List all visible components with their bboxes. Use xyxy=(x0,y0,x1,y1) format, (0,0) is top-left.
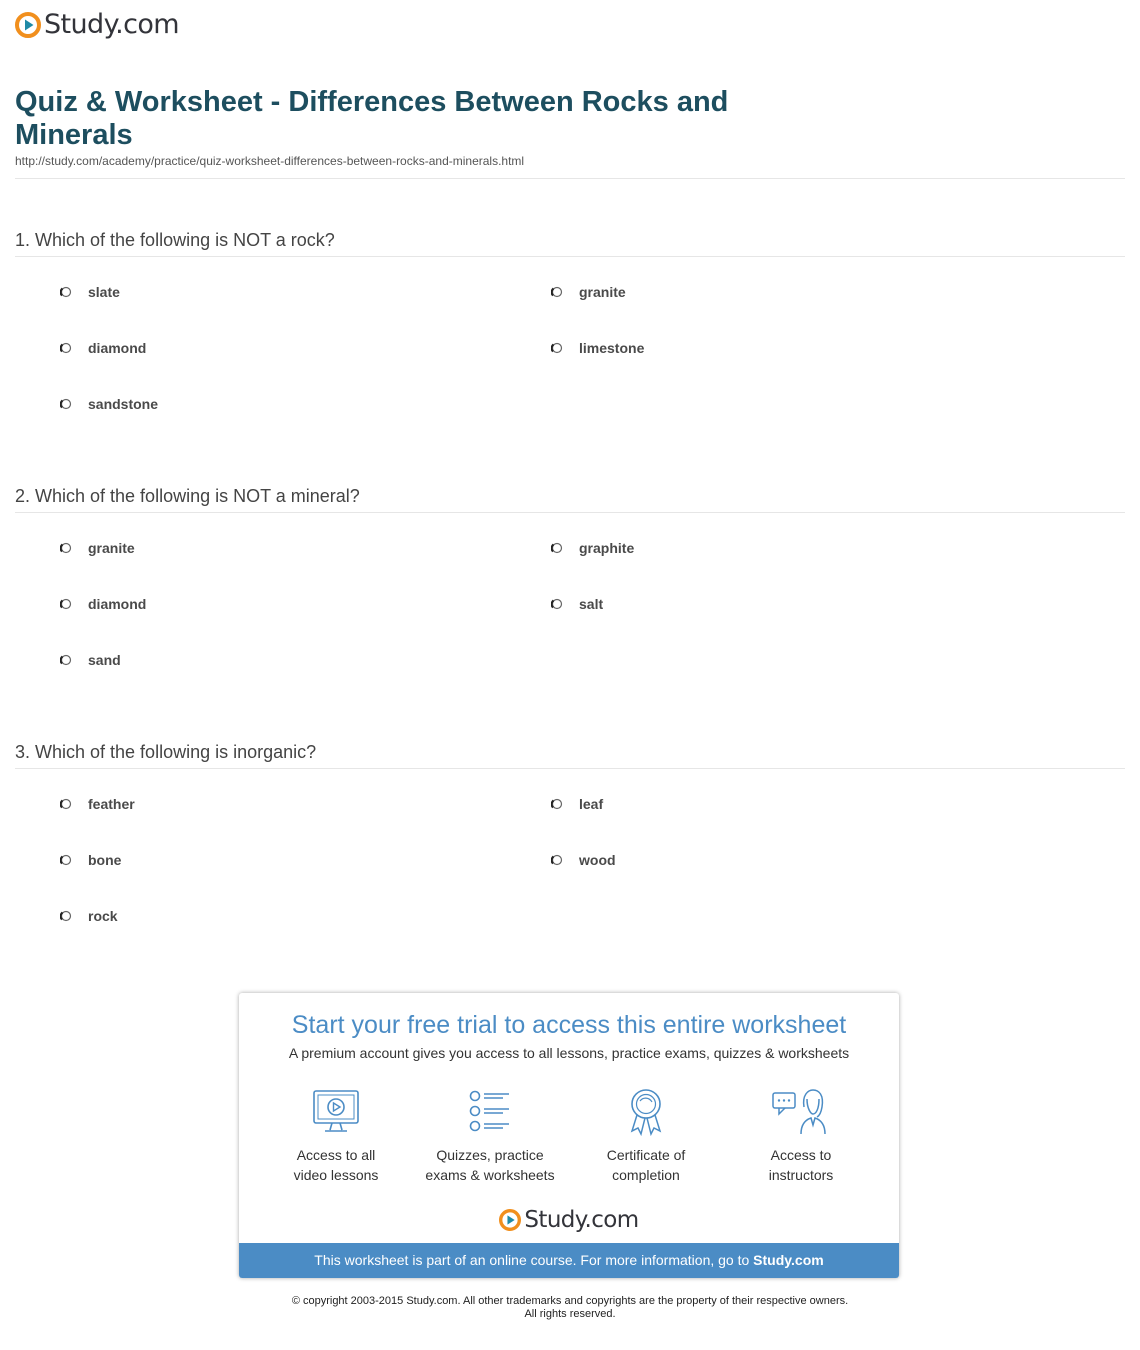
radio-icon xyxy=(551,798,563,810)
choice-2-a[interactable] xyxy=(60,539,135,557)
feature-label: Quizzes, practice exams & worksheets xyxy=(425,1147,555,1183)
question-2-divider xyxy=(15,512,1125,513)
instructor-chat-icon xyxy=(771,1087,831,1137)
banner-link[interactable]: Study.com xyxy=(753,1252,824,1268)
promo-subtitle: A premium account gives you access to all lessons, practice exams, quizzes & worksheets xyxy=(288,1045,850,1061)
feature-video-lessons xyxy=(256,1087,416,1185)
checklist-icon xyxy=(465,1087,515,1137)
choice-3-b[interactable] xyxy=(551,795,603,813)
choice-1-a[interactable] xyxy=(60,283,120,301)
choice-label: leaf xyxy=(579,796,604,812)
radio-icon xyxy=(60,854,72,866)
radio-icon xyxy=(60,286,72,298)
choice-label: granite xyxy=(579,284,626,300)
banner-text: This worksheet is part of an online course. For more information, go to xyxy=(314,1252,754,1268)
choice-3-a[interactable] xyxy=(60,795,135,813)
choice-label: sandstone xyxy=(88,396,159,412)
award-ribbon-icon xyxy=(621,1087,671,1137)
radio-icon xyxy=(551,342,563,354)
feature-certificate xyxy=(566,1087,726,1185)
choice-1-b[interactable] xyxy=(551,283,626,301)
feature-label: Access to instructors xyxy=(768,1147,834,1183)
choice-label: feather xyxy=(88,796,135,812)
radio-icon xyxy=(551,286,563,298)
play-logo-icon xyxy=(15,12,41,38)
question-3-divider xyxy=(15,768,1125,769)
radio-icon xyxy=(60,398,72,410)
choice-label: wood xyxy=(579,852,616,868)
logo-text: Study.com xyxy=(524,1207,639,1233)
question-3: 3. Which of the following is inorganic? xyxy=(15,742,317,762)
copyright: © copyright 2003-2015 Study.com. All other trademarks and copyrights are the property of their respective owners. All rights reserved. xyxy=(291,1295,849,1320)
feature-instructors xyxy=(721,1087,881,1185)
feature-quizzes xyxy=(410,1087,570,1185)
choice-1-d[interactable] xyxy=(551,339,644,357)
choice-label: graphite xyxy=(579,540,635,556)
choice-label: slate xyxy=(88,284,120,300)
choice-label: granite xyxy=(88,540,135,556)
choice-2-e[interactable] xyxy=(60,651,121,669)
question-2: 2. Which of the following is NOT a mineral? xyxy=(15,486,360,506)
feature-label: Certificate of completion xyxy=(606,1147,686,1183)
radio-icon xyxy=(551,598,563,610)
choice-3-e[interactable] xyxy=(60,907,118,925)
choice-label: limestone xyxy=(579,340,645,356)
choice-label: rock xyxy=(88,908,118,924)
choice-1-c[interactable] xyxy=(60,339,146,357)
free-trial-promo xyxy=(239,993,899,1278)
study-logo[interactable] xyxy=(15,8,179,42)
radio-icon xyxy=(60,342,72,354)
video-monitor-icon xyxy=(311,1087,361,1137)
radio-icon xyxy=(60,910,72,922)
radio-icon xyxy=(551,854,563,866)
radio-icon xyxy=(60,654,72,666)
radio-icon xyxy=(551,542,563,554)
logo-text: Study.com xyxy=(44,9,179,40)
page-url: http://study.com/academy/practice/quiz-worksheet-differences-between-rocks-and-minerals.html xyxy=(15,154,525,168)
header-divider xyxy=(15,178,1125,179)
promo-study-logo[interactable] xyxy=(239,1207,899,1233)
promo-title[interactable]: Start your free trial to access this entire worksheet xyxy=(291,1011,847,1039)
choice-2-b[interactable] xyxy=(551,539,634,557)
choice-label: bone xyxy=(88,852,122,868)
question-1-divider xyxy=(15,256,1125,257)
radio-icon xyxy=(60,542,72,554)
choice-2-c[interactable] xyxy=(60,595,146,613)
question-1: 1. Which of the following is NOT a rock? xyxy=(15,230,335,250)
course-info-banner xyxy=(239,1243,899,1278)
radio-icon xyxy=(60,598,72,610)
choice-label: diamond xyxy=(88,340,147,356)
choice-label: salt xyxy=(579,596,604,612)
choice-label: sand xyxy=(88,652,121,668)
choice-label: diamond xyxy=(88,596,147,612)
play-logo-icon xyxy=(499,1209,521,1231)
page-title: Quiz & Worksheet - Differences Between Rocks and Minerals xyxy=(15,86,729,151)
choice-1-e[interactable] xyxy=(60,395,158,413)
feature-label: Access to all video lessons xyxy=(293,1147,379,1183)
choice-2-d[interactable] xyxy=(551,595,603,613)
choice-3-c[interactable] xyxy=(60,851,121,869)
radio-icon xyxy=(60,798,72,810)
choice-3-d[interactable] xyxy=(551,851,616,869)
